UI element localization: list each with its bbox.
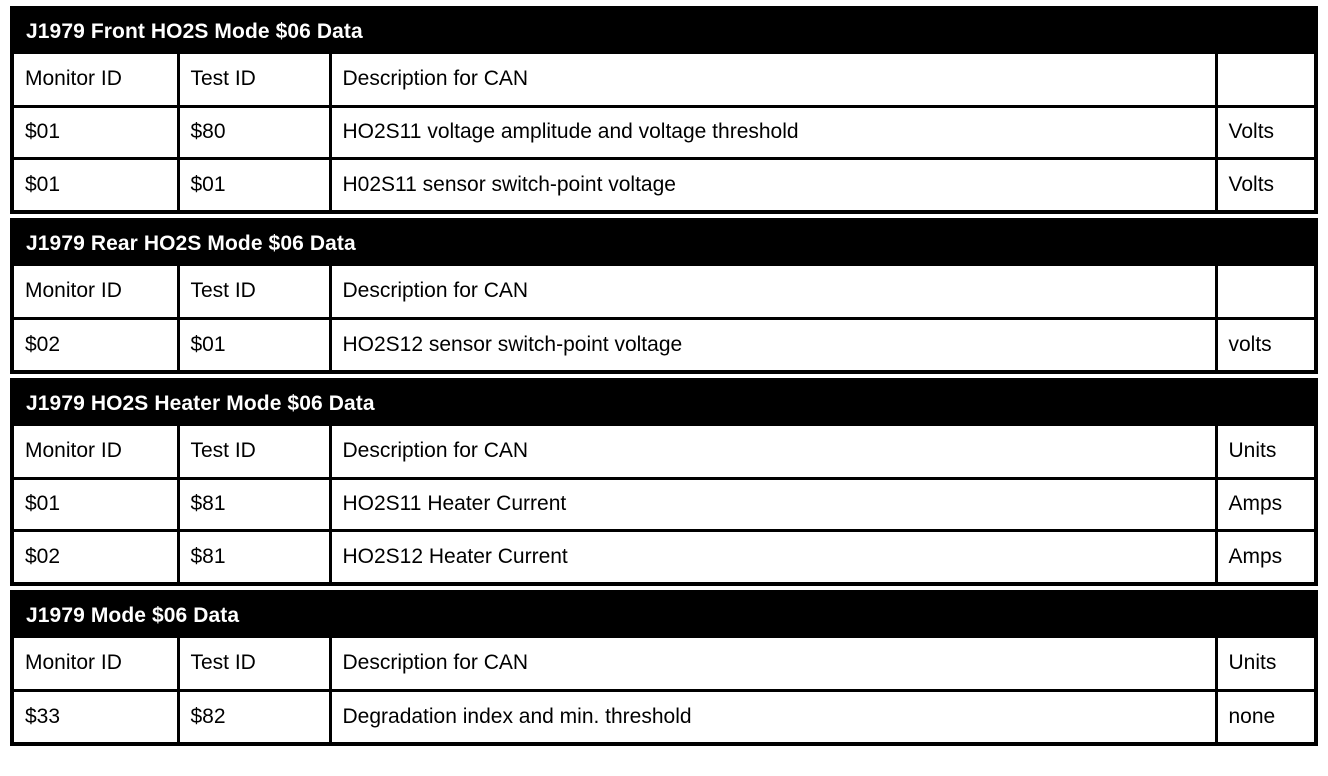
column-header-units: Units: [1216, 426, 1316, 478]
column-header-monitor-id: Monitor ID: [14, 426, 178, 478]
table-header-row: [14, 54, 1316, 106]
column-header-test-id: Test ID: [178, 54, 330, 106]
column-header-test-id: Test ID: [178, 638, 330, 690]
table-header-row: [14, 426, 1316, 478]
cell-units: volts: [1216, 318, 1316, 370]
cell-units: Amps: [1216, 478, 1316, 530]
cell-test-id: $81: [178, 530, 330, 582]
cell-description: HO2S11 voltage amplitude and voltage threshold: [330, 106, 1216, 158]
data-table: [14, 266, 1316, 370]
column-header-test-id: Test ID: [178, 266, 330, 318]
table-block-mode06: [10, 590, 1318, 746]
table-row: [14, 478, 1316, 530]
cell-test-id: $01: [178, 158, 330, 210]
table-title: J1979 Rear HO2S Mode $06 Data: [14, 222, 1314, 266]
data-table: [14, 638, 1316, 742]
table-header-row: [14, 638, 1316, 690]
cell-monitor-id: $02: [14, 530, 178, 582]
table-row: [14, 530, 1316, 582]
table-header-row: [14, 266, 1316, 318]
cell-description: HO2S12 sensor switch-point voltage: [330, 318, 1216, 370]
cell-description: HO2S11 Heater Current: [330, 478, 1216, 530]
column-header-description: Description for CAN: [330, 426, 1216, 478]
table-row: [14, 158, 1316, 210]
cell-units: Volts: [1216, 158, 1316, 210]
cell-description: Degradation index and min. threshold: [330, 690, 1216, 742]
table-row: [14, 318, 1316, 370]
column-header-monitor-id: Monitor ID: [14, 638, 178, 690]
column-header-description: Description for CAN: [330, 54, 1216, 106]
column-header-monitor-id: Monitor ID: [14, 54, 178, 106]
cell-description: HO2S12 Heater Current: [330, 530, 1216, 582]
cell-test-id: $82: [178, 690, 330, 742]
data-table: [14, 426, 1316, 582]
cell-monitor-id: $33: [14, 690, 178, 742]
table-row: [14, 690, 1316, 742]
column-header-units: [1216, 266, 1316, 318]
table-block-ho2s-heater: [10, 378, 1318, 586]
table-title: J1979 HO2S Heater Mode $06 Data: [14, 382, 1314, 426]
table-block-rear-ho2s: [10, 218, 1318, 374]
cell-test-id: $81: [178, 478, 330, 530]
table-row: [14, 106, 1316, 158]
column-header-units: [1216, 54, 1316, 106]
cell-monitor-id: $01: [14, 478, 178, 530]
table-title: J1979 Mode $06 Data: [14, 594, 1314, 638]
data-table: [14, 54, 1316, 210]
table-block-front-ho2s: [10, 6, 1318, 214]
cell-test-id: $01: [178, 318, 330, 370]
cell-test-id: $80: [178, 106, 330, 158]
column-header-description: Description for CAN: [330, 266, 1216, 318]
column-header-test-id: Test ID: [178, 426, 330, 478]
column-header-monitor-id: Monitor ID: [14, 266, 178, 318]
table-title: J1979 Front HO2S Mode $06 Data: [14, 10, 1314, 54]
cell-monitor-id: $02: [14, 318, 178, 370]
cell-units: none: [1216, 690, 1316, 742]
cell-units: Amps: [1216, 530, 1316, 582]
cell-description: H02S11 sensor switch-point voltage: [330, 158, 1216, 210]
cell-monitor-id: $01: [14, 106, 178, 158]
column-header-units: Units: [1216, 638, 1316, 690]
column-header-description: Description for CAN: [330, 638, 1216, 690]
cell-units: Volts: [1216, 106, 1316, 158]
cell-monitor-id: $01: [14, 158, 178, 210]
